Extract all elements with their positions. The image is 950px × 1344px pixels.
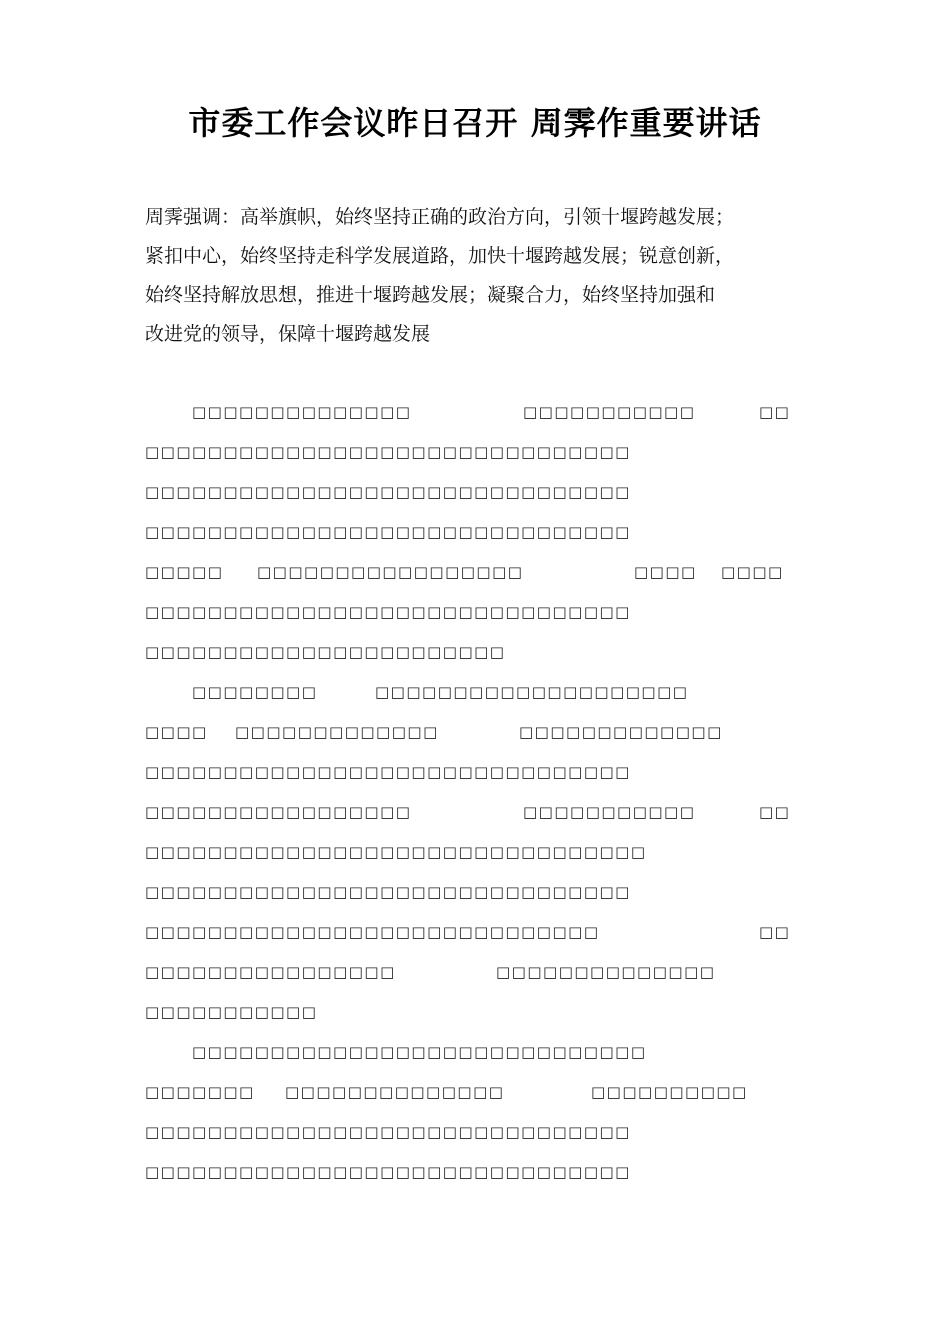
body-text-segment: □□□□ [721,563,784,581]
body-text-segment: □□□□□□□□□□□ [145,1003,318,1021]
body-text-segment: □□ [759,923,791,941]
body-text-segment: □□□□□□□□□□□□□□ [192,403,412,421]
body-text-segment: □□□□ [145,723,208,741]
body-text-segment: □□□□□□□□□□□□□□□□□□□□□□□□□□□□□□□ [145,603,631,621]
body-text-segment: □□□□□□□□□□□□□□□□□□□□□□□□□□□□□□□ [145,763,631,781]
body-text-segment: □□□□□□□□□□□□□□□□□□□□□□□ [145,643,506,661]
body-text-segment: □□ [759,403,791,421]
body-text-segment: □□□□□□□□□□□ [523,403,696,421]
body-text-segment: □□□□□□□□□□□□□□□□□□□□□□□□□□□□□ [192,1043,647,1061]
body-text-segment: □□□□□□□□□□□□□□□□□□□□ [375,683,689,701]
body-text-segment: □□□□□□□□□□□□□□□□□□□□□□□□□□□□□□□ [145,443,631,461]
body-text-segment: □□□□□□□□□□□□□ [235,723,439,741]
body-text-segment: □□□□□□□□□□ [591,1083,748,1101]
body-text-segment: □□□□□□□□□□□□□□ [496,963,716,981]
body-text-segment: □□□□□□□□□□□□□□ [285,1083,505,1101]
body-text-segment: □□□□□ [145,563,224,581]
body-text-segment: □□□□□□□□ [192,683,318,701]
summary-line: 改进党的领导，保障十堰跨越发展 [145,323,431,345]
body-text-segment: □□□□□□□□□□□□□□□□□□□□□□□□□□□□□□□□ [145,843,647,861]
body-text-segment: □□□□□□□□□□□□□□□□□ [145,803,412,821]
summary-line: 周霁强调：高举旗帜，始终坚持正确的政治方向，引领十堰跨越发展； [145,206,735,228]
body-text-segment: □□□□□□□□□□□□□□□□□□□□□□□□□□□□□ [145,923,600,941]
body-text-segment: □□□□□□□□□□□□□□□□□□□□□□□□□□□□□□□ [145,523,631,541]
body-text-segment: □□□□□□□ [145,1083,255,1101]
body-text-segment: □□□□□□□□□□□□□□□□□□□□□□□□□□□□□□□ [145,1123,631,1141]
summary-line: 始终坚持解放思想，推进十堰跨越发展；凝聚合力，始终坚持加强和 [145,284,716,306]
body-text-segment: □□□□□□□□□□□□□□□□□□□□□□□□□□□□□□□ [145,1163,631,1181]
page-title: 市委工作会议昨日召开 周霁作重要讲话 [188,104,762,142]
body-text-segment: □□□□□□□□□□□□□□□□ [145,963,396,981]
body-text-segment: □□□□□□□□□□□□□□□□□□□□□□□□□□□□□□□ [145,883,631,901]
body-text-segment: □□□□ [634,563,697,581]
body-text-segment: □□□□□□□□□□□ [523,803,696,821]
body-text-segment: □□□□□□□□□□□□□□□□□ [257,563,524,581]
body-text-segment: □□□□□□□□□□□□□ [519,723,723,741]
summary-line: 紧扣中心，始终坚持走科学发展道路，加快十堰跨越发展；锐意创新， [145,245,735,267]
body-text-segment: □□□□□□□□□□□□□□□□□□□□□□□□□□□□□□□ [145,483,631,501]
body-text-segment: □□ [759,803,791,821]
